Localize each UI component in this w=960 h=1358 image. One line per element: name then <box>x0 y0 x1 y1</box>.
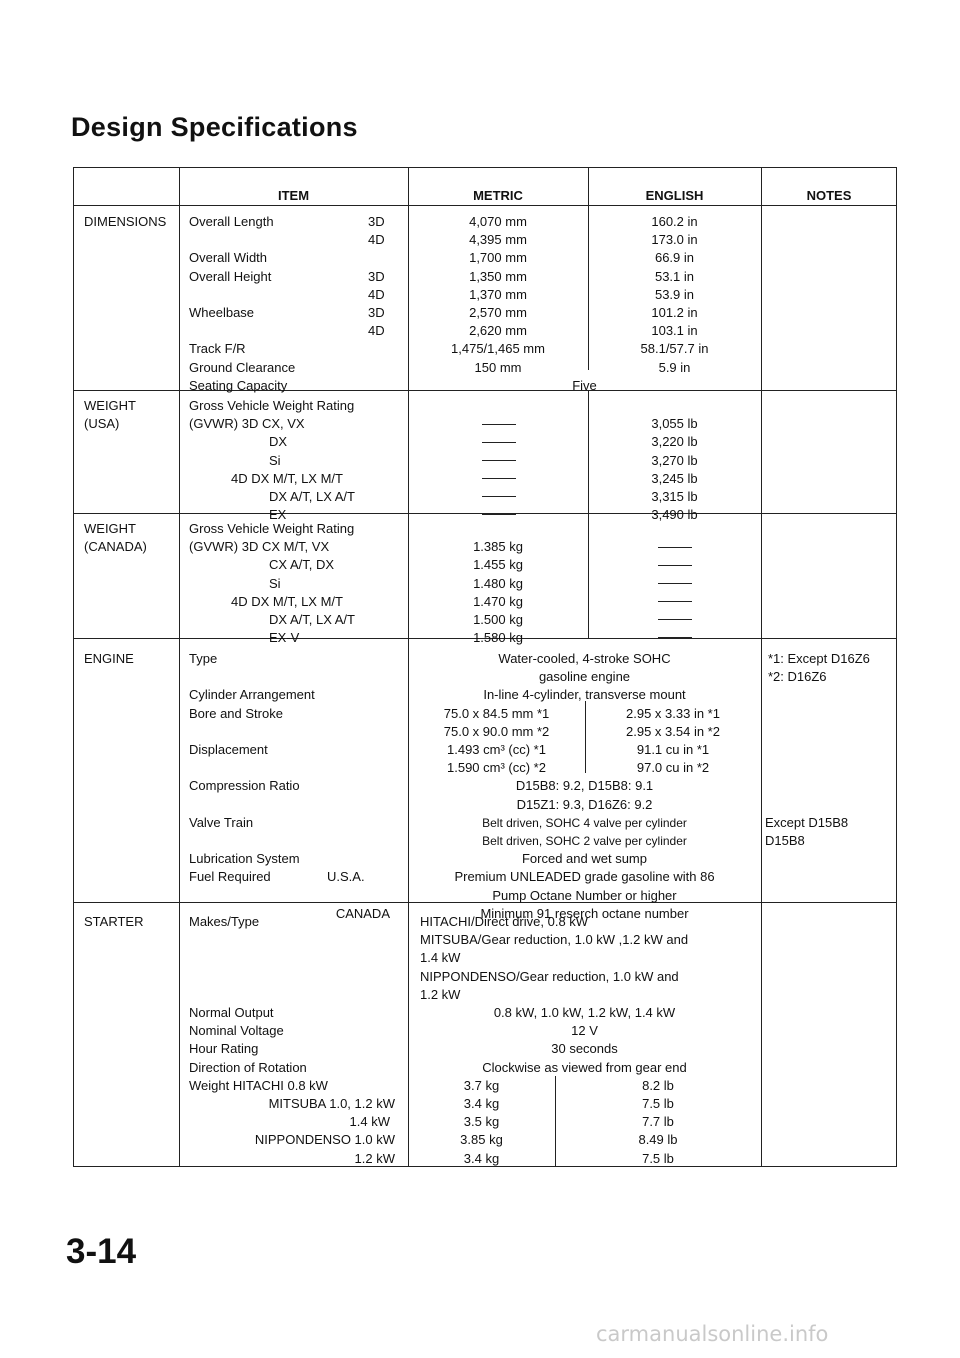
note-text: *1: Except D16Z6 <box>768 651 870 666</box>
engine-value: Pump Octane Number or higher <box>492 887 677 903</box>
english-value: 3,270 lb <box>651 452 698 468</box>
column-separator <box>761 168 762 1166</box>
english-value: 66.9 in <box>654 250 695 266</box>
english-value: 2.95 x 3.54 in *2 <box>626 723 720 739</box>
starter-value: HITACHI/Direct drive, 0.8 kW <box>420 914 589 929</box>
variant-label: 4D <box>368 232 385 248</box>
metric-value: 1.580 kg <box>473 630 523 646</box>
item-label: Compression Ratio <box>189 778 300 794</box>
metric-value: 1.500 kg <box>473 612 523 627</box>
section-label: WEIGHT <box>84 521 136 536</box>
item-label: 4D DX M/T, LX M/T <box>231 593 343 609</box>
item-label: Overall Length <box>189 214 274 229</box>
english-value: 2.95 x 3.33 in *1 <box>626 705 720 721</box>
metric-value: 150 mm <box>474 359 522 375</box>
metric-value: 4,395 mm <box>469 232 527 248</box>
note-text: Except D15B8 <box>765 814 849 830</box>
english-value: 53.1 in <box>654 268 695 284</box>
not-applicable-dash <box>482 514 516 515</box>
item-label: DX <box>269 434 288 450</box>
section-label: WEIGHT <box>84 398 136 413</box>
item-label: Gross Vehicle Weight Rating <box>189 398 355 413</box>
item-label: Weight HITACHI 0.8 kW <box>189 1077 328 1093</box>
engine-value: D15B8: 9.2, D15B8: 9.1 <box>515 778 654 794</box>
engine-value: Minimum 91 reserch octane number <box>480 905 689 921</box>
not-applicable-dash <box>658 637 692 638</box>
engine-value: Forced and wet sump <box>521 851 647 867</box>
engine-value: In-line 4-cylinder, transverse mount <box>483 687 686 703</box>
english-value: 3,245 lb <box>651 470 698 486</box>
english-value: 97.0 cu in *2 <box>636 760 710 776</box>
metric-value: 1.470 kg <box>473 593 523 609</box>
item-label: (GVWR) 3D CX, VX <box>189 416 305 432</box>
item-label: Seating Capacity <box>189 377 288 393</box>
section-label: (USA) <box>84 416 120 432</box>
watermark: carmanualsonline.info <box>596 1322 829 1346</box>
engine-value: Belt driven, SOHC 4 valve per cylinder <box>482 815 687 830</box>
not-applicable-dash <box>482 496 516 497</box>
english-value: 3,055 lb <box>651 416 698 432</box>
metric-value: 3.5 kg <box>463 1114 500 1130</box>
metric-value: 4,070 mm <box>469 214 527 229</box>
table-border-right <box>896 168 897 1166</box>
item-label: 1.2 kW <box>354 1150 395 1166</box>
english-value: 58.1/57.7 in <box>640 341 709 357</box>
metric-value: 1,350 mm <box>469 268 527 284</box>
header-item: ITEM <box>277 188 310 203</box>
english-value: 7.5 lb <box>642 1096 674 1111</box>
section-label: DIMENSIONS <box>84 214 167 229</box>
not-applicable-dash <box>658 565 692 566</box>
item-label: DX A/T, LX A/T <box>269 489 355 504</box>
metric-value: 3.7 kg <box>463 1077 500 1093</box>
variant-label: 3D <box>368 268 385 284</box>
metric-value: 1.493 cm³ (cc) *1 <box>447 742 546 757</box>
not-applicable-dash <box>482 424 516 425</box>
header-rule <box>73 205 897 206</box>
item-label: Cylinder Arrangement <box>189 687 315 703</box>
item-label: Si <box>269 452 281 468</box>
item-label: (GVWR) 3D CX M/T, VX <box>189 539 330 555</box>
item-label: Gross Vehicle Weight Rating <box>189 521 355 536</box>
item-label: MITSUBA 1.0, 1.2 kW <box>268 1096 395 1111</box>
english-value: 160.2 in <box>651 214 698 229</box>
metric-value: 3.4 kg <box>463 1096 500 1111</box>
not-applicable-dash <box>658 619 692 620</box>
item-label: DX A/T, LX A/T <box>269 612 355 627</box>
metric-value: 1.455 kg <box>473 557 523 573</box>
variant-label: 4D <box>368 323 385 339</box>
item-label: Valve Train <box>189 814 254 830</box>
english-value: 103.1 in <box>651 323 698 339</box>
header-english: ENGLISH <box>645 188 704 203</box>
metric-value: 3.4 kg <box>463 1150 500 1166</box>
item-label: 4D DX M/T, LX M/T <box>231 470 343 486</box>
variant-label: 4D <box>368 286 385 302</box>
item-label: Bore and Stroke <box>189 705 283 721</box>
engine-value: D15Z1: 9.3, D16Z6: 9.2 <box>516 796 653 812</box>
note-text: *2: D16Z6 <box>768 669 827 685</box>
item-label: Displacement <box>189 742 268 757</box>
metric-value: 75.0 x 90.0 mm *2 <box>443 723 550 739</box>
starter-value: 30 seconds <box>551 1041 618 1057</box>
not-applicable-dash <box>482 478 516 479</box>
english-value: 3,220 lb <box>651 434 698 450</box>
item-label: CANADA <box>335 905 390 921</box>
item-label: Direction of Rotation <box>189 1059 307 1075</box>
item-label: Lubrication System <box>189 851 300 867</box>
metric-value: 1,370 mm <box>469 286 527 302</box>
page-title: Design Specifications <box>71 112 358 142</box>
item-label: NIPPONDENSO 1.0 kW <box>254 1132 395 1148</box>
starter-value: 0.8 kW, 1.0 kW, 1.2 kW, 1.4 kW <box>493 1005 676 1020</box>
starter-value: MITSUBA/Gear reduction, 1.0 kW ,1.2 kW and <box>420 932 689 948</box>
english-value: 3,315 lb <box>651 489 698 504</box>
metric-value: 1,700 mm <box>469 250 527 266</box>
starter-value: NIPPONDENSO/Gear reduction, 1.0 kW and <box>420 968 679 984</box>
english-value: 3,490 lb <box>651 507 698 523</box>
english-value: 7.7 lb <box>642 1114 674 1130</box>
engine-value: Water-cooled, 4-stroke SOHC <box>498 651 671 666</box>
item-label: Fuel Required <box>189 869 271 885</box>
variant-label: 3D <box>368 305 385 320</box>
starter-value: 1.2 kW <box>420 986 461 1002</box>
english-value: 101.2 in <box>651 305 698 320</box>
note-text: D15B8 <box>765 833 805 848</box>
page-number: 3-14 <box>66 1232 137 1271</box>
variant-label: 3D <box>368 214 385 229</box>
english-value: 53.9 in <box>654 286 695 302</box>
metric-value: 1.480 kg <box>473 575 523 591</box>
item-label: Makes/Type <box>189 914 260 929</box>
not-applicable-dash <box>482 460 516 461</box>
item-label: Hour Rating <box>189 1041 259 1057</box>
english-value: 5.9 in <box>658 359 691 375</box>
table-border-left <box>73 168 74 1166</box>
section-label: STARTER <box>84 914 144 929</box>
section-label: ENGINE <box>84 651 134 666</box>
engine-value: Belt driven, SOHC 2 valve per cylinder <box>482 834 687 848</box>
item-label: U.S.A. <box>327 869 365 885</box>
metric-value: 3.85 kg <box>460 1132 503 1148</box>
item-label: CX A/T, DX <box>269 557 335 573</box>
metric-value: 75.0 x 84.5 mm *1 <box>443 705 550 721</box>
metric-value: 2,570 mm <box>469 305 527 320</box>
not-applicable-dash <box>482 442 516 443</box>
engine-value: Premium UNLEADED grade gasoline with 86 <box>454 869 715 885</box>
item-label: Normal Output <box>189 1005 274 1020</box>
not-applicable-dash <box>658 583 692 584</box>
metric-value: 1,475/1,465 mm <box>451 341 545 357</box>
column-separator <box>179 168 180 1166</box>
not-applicable-dash <box>658 547 692 548</box>
design-specifications-table <box>73 167 897 1167</box>
english-value: 173.0 in <box>651 232 698 248</box>
metric-value: 2,620 mm <box>469 323 527 339</box>
not-applicable-dash <box>658 601 692 602</box>
english-value: 7.5 lb <box>642 1150 674 1166</box>
english-value: 8.2 lb <box>642 1077 674 1093</box>
starter-value: Clockwise as viewed from gear end <box>482 1059 687 1075</box>
item-label: Type <box>189 651 218 666</box>
engine-value: gasoline engine <box>538 669 631 685</box>
metric-value: 1.590 cm³ (cc) *2 <box>447 760 546 776</box>
seating-capacity-value: Five <box>572 377 597 393</box>
header-notes: NOTES <box>806 188 852 203</box>
english-value: 8.49 lb <box>638 1132 678 1148</box>
item-label: Si <box>269 575 281 591</box>
item-label: Ground Clearance <box>189 359 296 375</box>
item-label: Overall Width <box>189 250 268 266</box>
item-label: Track F/R <box>189 341 246 357</box>
item-label: Wheelbase <box>189 305 255 320</box>
item-label: 1.4 kW <box>349 1114 390 1130</box>
metric-value: 1.385 kg <box>473 539 523 555</box>
starter-value: 1.4 kW <box>420 950 461 966</box>
item-label: Overall Height <box>189 268 272 284</box>
starter-value: 12 V <box>571 1023 598 1039</box>
header-metric: METRIC <box>473 188 523 203</box>
english-value: 91.1 cu in *1 <box>636 742 710 757</box>
item-label: EX <box>269 507 287 523</box>
item-label: EX-V <box>269 630 300 646</box>
section-label: (CANADA) <box>84 539 147 555</box>
item-label: Nominal Voltage <box>189 1023 284 1039</box>
